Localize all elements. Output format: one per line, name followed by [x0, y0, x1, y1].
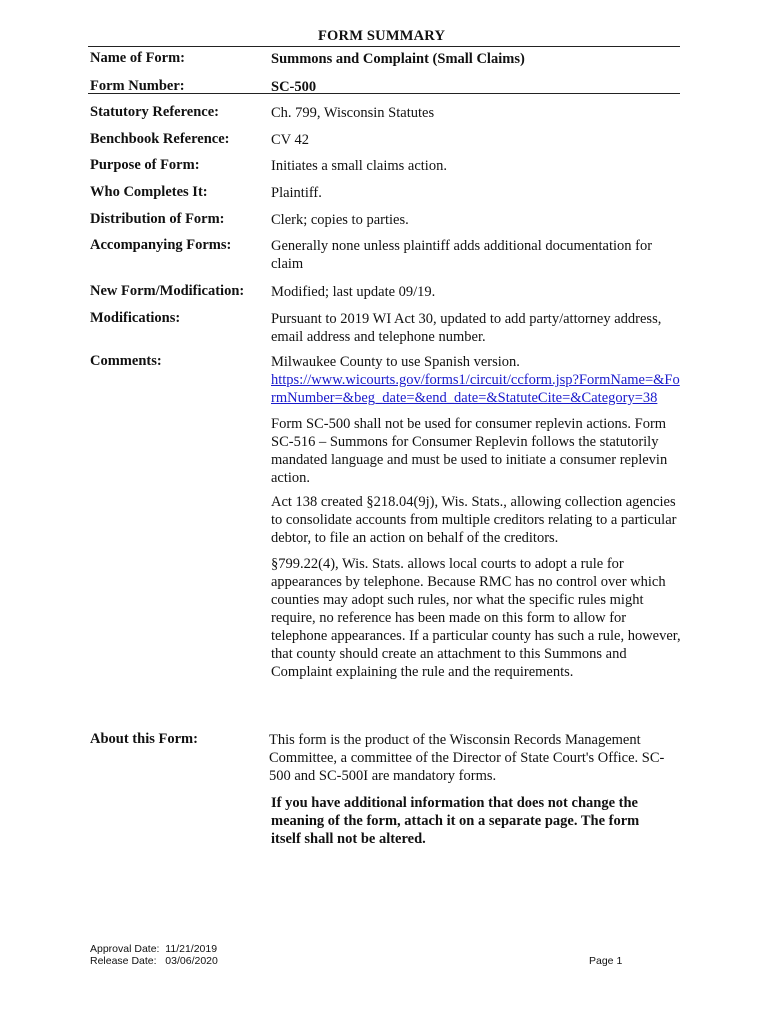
- header-rule: [88, 93, 680, 94]
- accompanying-forms-label: Accompanying Forms:: [90, 237, 232, 253]
- accompanying-forms-value: Generally none unless plaintiff adds additional documentation for claim: [271, 238, 653, 272]
- statutory-reference-value: Ch. 799, Wisconsin Statutes: [271, 105, 435, 121]
- comments-para-act138: Act 138 created §218.04(9j), Wis. Stats., allowing collection agencies to consolidate accounts from multiple creditors relating to a particular debtor, to file an action on behalf of the creditors.: [271, 494, 677, 546]
- who-completes-value: Plaintiff.: [271, 185, 322, 201]
- name-of-form-value: Summons and Complaint (Small Claims): [271, 51, 525, 67]
- comments-para-telephone: §799.22(4), Wis. Stats. allows local courts to adopt a rule for appearances by telephone. Because RMC has no control over which counties may adopt such rules, nor what the specific rules might require, no reference has been made on this form to allow for telephone appearances. If a particular county has such a rule, however, that county should create an attachment to this Summons and Complaint explaining the rule and the requirements.: [271, 556, 681, 680]
- about-form-label: About this Form:: [90, 731, 198, 747]
- modifications-value: Pursuant to 2019 WI Act 30, updated to add party/attorney address, email address and telephone number.: [271, 311, 662, 345]
- comments-intro: Milwaukee County to use Spanish version.: [271, 354, 520, 370]
- statutory-reference-label: Statutory Reference:: [90, 104, 219, 120]
- page-number: Page 1: [589, 955, 623, 967]
- new-modification-label: New Form/Modification:: [90, 283, 245, 299]
- page-title: FORM SUMMARY: [318, 28, 446, 44]
- form-number-label: Form Number:: [90, 78, 185, 94]
- comments-label: Comments:: [90, 353, 162, 369]
- comments-block: [271, 353, 683, 687]
- modifications-label: Modifications:: [90, 310, 181, 326]
- form-number-value: SC-500: [271, 79, 317, 95]
- benchbook-reference-value: CV 42: [271, 132, 310, 148]
- comments-link-wrap: [271, 371, 683, 407]
- footer-dates: [90, 943, 218, 967]
- who-completes-label: Who Completes It:: [90, 184, 208, 200]
- purpose-label: Purpose of Form:: [90, 157, 200, 173]
- approval-date: Approval Date: 11/21/2019: [90, 943, 218, 955]
- release-date: Release Date: 03/06/2020: [90, 955, 218, 967]
- ccform-link[interactable]: https://www.wicourts.gov/forms1/circuit/ccform.jsp?FormName=&FormNumber=&beg_date=&end_date=&StatuteCite=&Category=38: [271, 372, 680, 406]
- about-form-value: This form is the product of the Wisconsin Records Management Committee, a committee of the Director of State Court's Office. SC-500 and SC-500I are mandatory forms.: [269, 732, 665, 784]
- about-form-notice: If you have additional information that does not change the meaning of the form, attach it on a separate page. The form itself shall not be altered.: [271, 795, 640, 847]
- distribution-label: Distribution of Form:: [90, 211, 225, 227]
- name-of-form-label: Name of Form:: [90, 50, 186, 66]
- purpose-value: Initiates a small claims action.: [271, 158, 447, 174]
- new-modification-value: Modified; last update 09/19.: [271, 284, 436, 300]
- distribution-value: Clerk; copies to parties.: [271, 212, 409, 228]
- title-rule: [88, 46, 680, 47]
- benchbook-reference-label: Benchbook Reference:: [90, 131, 230, 147]
- comments-para-replevin: Form SC-500 shall not be used for consumer replevin actions. Form SC-516 – Summons for Consumer Replevin follows the statutorily mandated language and must be used to initiate a consumer replevin action.: [271, 416, 668, 486]
